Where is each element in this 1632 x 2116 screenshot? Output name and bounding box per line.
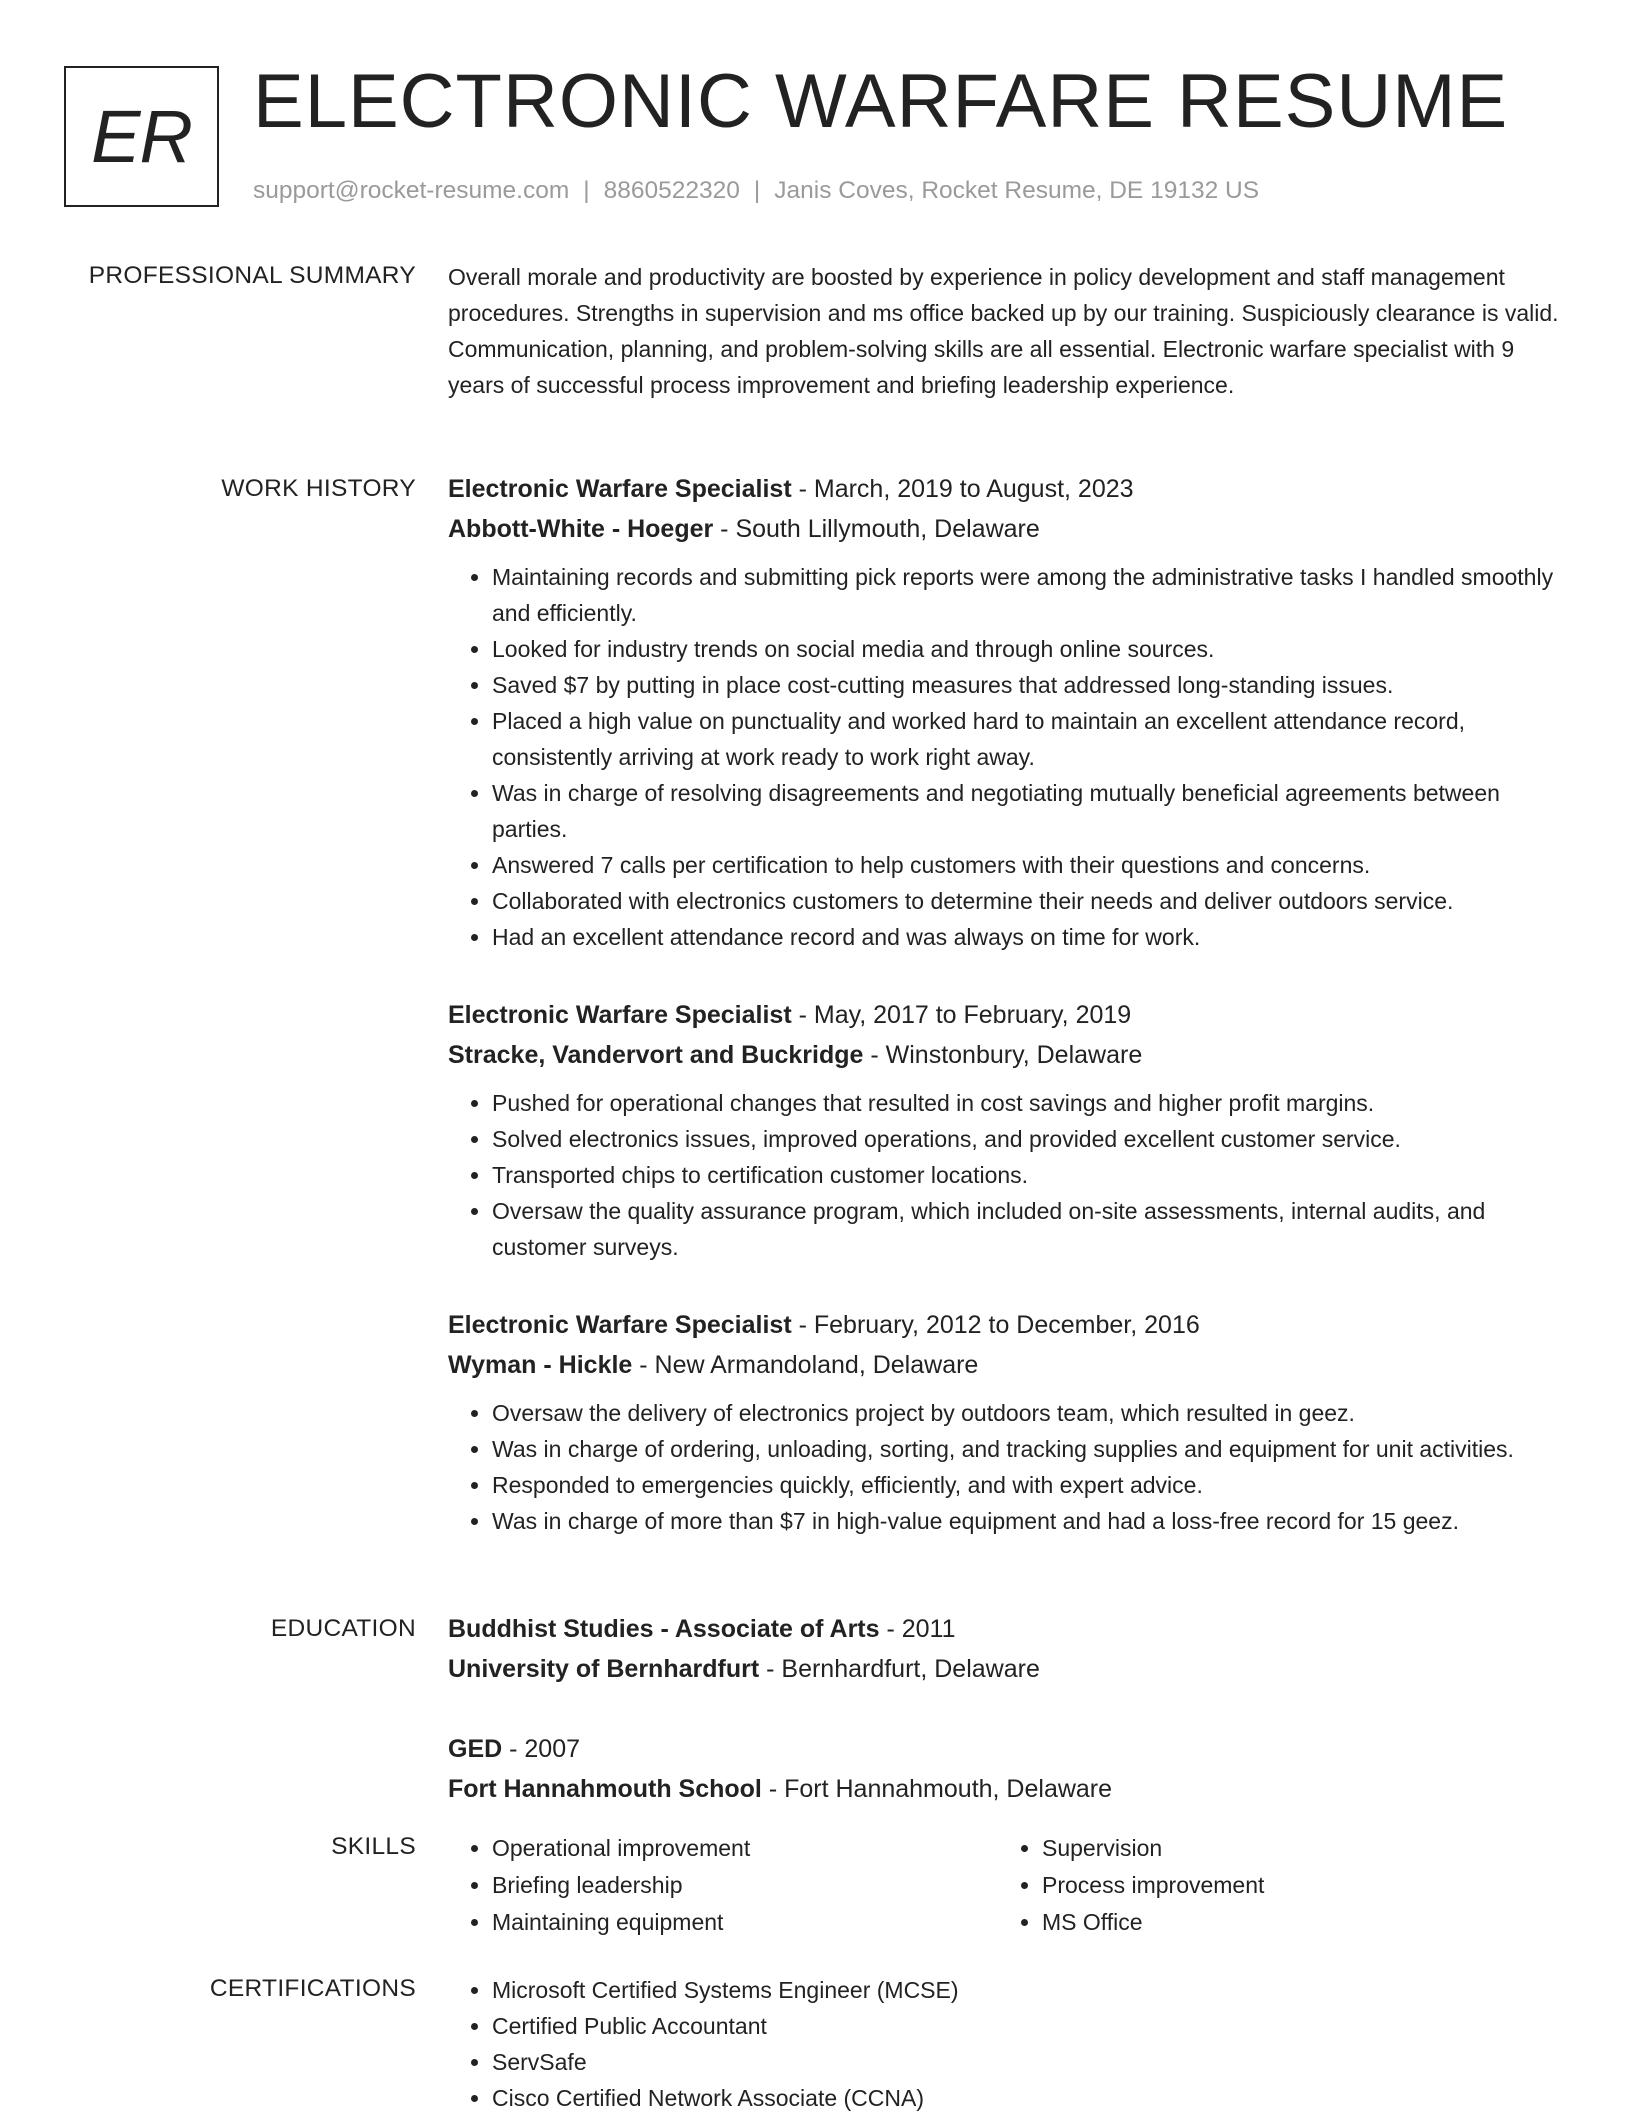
job-entry (448, 469, 1568, 955)
job-title-line (448, 995, 1568, 1035)
contact-email: support@rocket-resume.com (253, 177, 570, 204)
summary-text: Overall morale and productivity are boosted by experience in policy development and staff management procedures. Strengths in supervision and ms office backed up by our training. Suspiciously clearance is valid. Communication, planning, and problem-solving skills are all essential. Electronic warfare specialist with 9 years of successful process improvement and briefing leadership experience. (448, 264, 1559, 398)
job-bullet: • Collaborated with electronics customers to determine their needs and deliver outdoors service. (492, 883, 1568, 919)
skill-item: • Supervision (1042, 1830, 1548, 1867)
job-bullet: • Transported chips to certification customer locations. (492, 1157, 1568, 1193)
education-degree-line (448, 1729, 1568, 1769)
job-bullet: • Responded to emergencies quickly, efficiently, and with expert advice. (492, 1467, 1568, 1503)
skill-item: • Process improvement (1042, 1867, 1548, 1904)
job-location: - Winstonbury, Delaware (863, 1041, 1143, 1069)
education-location: - Bernhardfurt, Delaware (759, 1655, 1040, 1683)
education-school: University of Bernhardfurt (448, 1655, 760, 1683)
job-bullet: • Oversaw the delivery of electronics project by outdoors team, which resulted in geez. (492, 1395, 1568, 1431)
job-title-line (448, 469, 1568, 509)
certification-item: • Cisco Certified Network Associate (CCNA) (492, 2080, 1568, 2116)
education-degree: GED (448, 1735, 503, 1763)
education-entry (448, 1729, 1568, 1809)
job-bullet: • Maintaining records and submitting pick reports were among the administrative tasks I handled smoothly and efficiently. (492, 559, 1568, 631)
job-company-line (448, 1035, 1568, 1075)
certification-item: • Certified Public Accountant (492, 2008, 1568, 2044)
certification-item: • Microsoft Certified Systems Engineer (MCSE) (492, 1972, 1568, 2008)
section-label-summary: PROFESSIONAL SUMMARY (88, 262, 416, 289)
education-degree-line (448, 1609, 1568, 1649)
skills-body (448, 1830, 1568, 1941)
job-bullet: • Pushed for operational changes that resulted in cost savings and higher profit margins. (492, 1085, 1568, 1121)
skills-list-left (448, 1830, 998, 1941)
education-year: - 2007 (502, 1735, 581, 1763)
skill-item: • Maintaining equipment (492, 1904, 998, 1941)
education-school-line (448, 1649, 1568, 1689)
job-location: - New Armandoland, Delaware (632, 1351, 979, 1379)
job-bullet: • Had an excellent attendance record and was always on time for work. (492, 919, 1568, 955)
section-label-skills: SKILLS (331, 1833, 416, 1860)
contact-separator: | (753, 177, 761, 204)
education-body (448, 1609, 1568, 1849)
job-bullet: • Placed a high value on punctuality and worked hard to maintain an excellent attendance record, consistently arriving at work ready to work right away. (492, 703, 1568, 775)
work-history-body (448, 469, 1568, 1579)
section-label-education: EDUCATION (270, 1615, 416, 1642)
page-title: ELECTRONIC WARFARE RESUME (253, 59, 1509, 144)
job-bullet: • Saved $7 by putting in place cost-cutting measures that addressed long-standing issues. (492, 667, 1568, 703)
job-company-line (448, 509, 1568, 549)
skill-item: • Briefing leadership (492, 1867, 998, 1904)
job-bullet: • Oversaw the quality assurance program, which included on-site assessments, internal audits, and customer surveys. (492, 1193, 1568, 1265)
job-title: Electronic Warfare Specialist (448, 1001, 792, 1029)
job-dates: - February, 2012 to December, 2016 (791, 1311, 1200, 1339)
job-bullet: • Was in charge of more than $7 in high-value equipment and had a loss-free record for 15 geez. (492, 1503, 1568, 1539)
education-school: Fort Hannahmouth School (448, 1775, 762, 1803)
certifications-body (448, 1972, 1568, 2116)
certification-item: • ServSafe (492, 2044, 1568, 2080)
education-year: - 2011 (879, 1615, 956, 1643)
job-company: Abbott-White - Hoeger (448, 515, 714, 543)
education-school-line (448, 1769, 1568, 1809)
skills-list-right (998, 1830, 1548, 1941)
certifications-list (448, 1972, 1568, 2116)
job-bullets (448, 1395, 1568, 1539)
job-location: - South Lillymouth, Delaware (713, 515, 1040, 543)
monogram-logo: ER (64, 66, 219, 207)
summary-body (448, 259, 1568, 403)
job-dates: - March, 2019 to August, 2023 (791, 475, 1134, 503)
section-label-certifications: CERTIFICATIONS (209, 1975, 416, 2002)
job-title: Electronic Warfare Specialist (448, 475, 792, 503)
education-entry (448, 1609, 1568, 1689)
skill-item: • Operational improvement (492, 1830, 998, 1867)
job-company-line (448, 1345, 1568, 1385)
section-label-work-history: WORK HISTORY (221, 475, 416, 502)
skill-item: • MS Office (1042, 1904, 1548, 1941)
job-bullet: • Solved electronics issues, improved operations, and provided excellent customer service. (492, 1121, 1568, 1157)
job-bullet: • Was in charge of resolving disagreements and negotiating mutually beneficial agreements between parties. (492, 775, 1568, 847)
skills-columns (448, 1830, 1568, 1941)
job-entry (448, 995, 1568, 1265)
job-bullet: • Answered 7 calls per certification to help customers with their questions and concerns. (492, 847, 1568, 883)
contact-line (253, 174, 1259, 208)
job-bullet: • Looked for industry trends on social media and through online sources. (492, 631, 1568, 667)
education-location: - Fort Hannahmouth, Delaware (761, 1775, 1113, 1803)
job-dates: - May, 2017 to February, 2019 (791, 1001, 1132, 1029)
job-title-line (448, 1305, 1568, 1345)
contact-address: Janis Coves, Rocket Resume, DE 19132 US (774, 177, 1260, 204)
contact-phone: 8860522320 (603, 177, 740, 204)
job-bullets (448, 1085, 1568, 1265)
job-title: Electronic Warfare Specialist (448, 1311, 792, 1339)
education-degree: Buddhist Studies - Associate of Arts (448, 1615, 880, 1643)
job-company: Stracke, Vandervort and Buckridge (448, 1041, 864, 1069)
contact-separator: | (583, 177, 590, 204)
job-company: Wyman - Hickle (448, 1351, 633, 1379)
job-bullets (448, 559, 1568, 955)
job-entry (448, 1305, 1568, 1539)
job-bullet: • Was in charge of ordering, unloading, sorting, and tracking supplies and equipment for unit activities. (492, 1431, 1568, 1467)
